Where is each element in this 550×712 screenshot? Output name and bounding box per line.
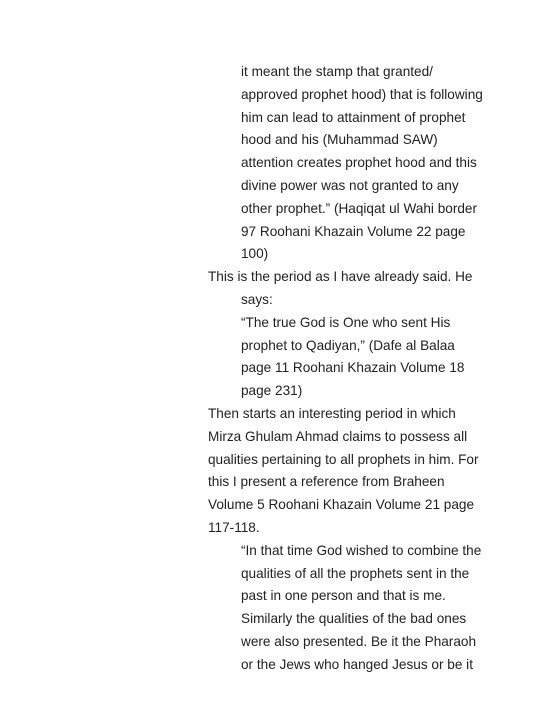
- text-line: attention creates prophet hood and this: [241, 155, 477, 171]
- text-line: “The true God is One who sent His: [241, 314, 451, 330]
- text-line: qualities pertaining to all prophets in him. For: [208, 451, 479, 467]
- document-text-block: [208, 61, 483, 677]
- text-line: 97 Roohani Khazain Volume 22 page: [241, 223, 466, 239]
- text-line: 117-118.: [208, 519, 260, 535]
- text-line: or the Jews who hanged Jesus or be it: [241, 656, 473, 672]
- text-line: says:: [241, 291, 273, 307]
- text-line: this I present a reference from Braheen: [208, 474, 445, 490]
- text-line: page 231): [241, 383, 303, 399]
- text-line: Volume 5 Roohani Khazain Volume 21 page: [208, 497, 475, 513]
- text-line: other prophet.” (Haqiqat ul Wahi border: [241, 200, 477, 216]
- text-line: divine power was not granted to any: [241, 177, 459, 193]
- text-line: 100): [241, 246, 269, 262]
- text-line: This is the period as I have already said. He: [208, 269, 473, 285]
- text-line: Similarly the qualities of the bad ones: [241, 611, 467, 627]
- text-line: were also presented. Be it the Pharaoh: [241, 633, 477, 649]
- text-line: prophet to Qadiyan,” (Dafe al Balaa: [241, 337, 455, 353]
- text-line: Then starts an interesting period in which: [208, 405, 456, 421]
- text-line: Mirza Ghulam Ahmad claims to possess all: [208, 428, 468, 444]
- text-line: page 11 Roohani Khazain Volume 18: [241, 360, 465, 376]
- text-line: past in one person and that is me.: [241, 588, 446, 604]
- text-line: hood and his (Muhammad SAW): [241, 132, 438, 148]
- text-line: approved prophet hood) that is following: [241, 86, 483, 102]
- text-line: “In that time God wished to combine the: [241, 542, 482, 558]
- text-line: it meant the stamp that granted/: [241, 64, 433, 79]
- text-line: him can lead to attainment of prophet: [241, 109, 466, 125]
- text-line: qualities of all the prophets sent in the: [241, 565, 470, 581]
